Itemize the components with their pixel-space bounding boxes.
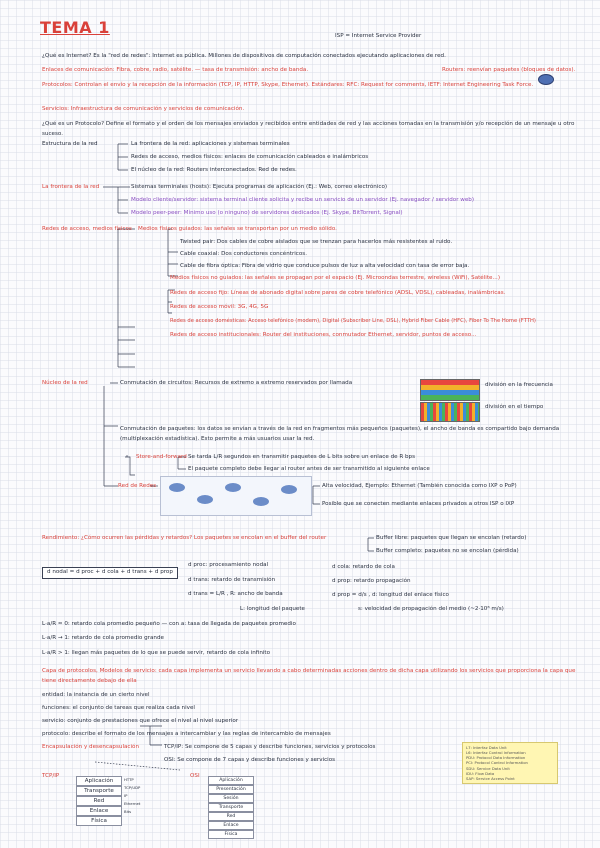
nucleo-label: Núcleo de la red <box>42 380 88 386</box>
acceso-item: Twisted pair: Dos cables de cobre aislados que se trenzan para hacerlos más resistentes al ruido. <box>180 239 453 245</box>
acceso-item: Redes de acceso fijo: Líneas de abonado digital sobre pares de cobre telefónico (ADSL, VDSL), cableadas, inalámbricas. <box>170 290 506 296</box>
capas-def: Capa de protocolos, Modelos de servicio: cada capa implementa un servicio llevando a cabo determinadas acciones dentro de dicha capa utilizando los servicios que proporciona la capa que tiene directamente debajo de ella <box>42 668 576 685</box>
legend-item: L6: Interfaz Control Information <box>466 750 526 756</box>
capas-protocolo: protocolo: describe el formato de los mensajes a intercambiar y las reglas de intercambio de mensajes <box>42 731 331 737</box>
capas-funciones: funciones: el conjunto de tareas que realiza cada nivel <box>42 705 195 711</box>
tcpip-side-item: IP <box>124 793 128 798</box>
osi-layer: Red <box>208 812 254 821</box>
paquetes-text: Conmutación de paquetes: los datos se envían a través de la red en fragmentos más pequeños (paquetes), el ancho de banda es compartido bajo demanda (multiplexación estadística). Esto permite a más usuarios usar la red. <box>120 426 560 443</box>
legend-item: PCI: Protocol Control Information <box>466 760 528 766</box>
legend-item: PDU: Protocol Data Information <box>466 755 526 761</box>
line-enlaces: Enlaces de comunicación: Fibra, cobre, radio, satélite. — tasa de transmisión: ancho de banda. <box>42 67 309 73</box>
tcpip-stack <box>76 776 122 826</box>
cola-case-3: L·a/R > 1: llegan más paquetes de lo que se puede servir, retardo de cola infinito <box>42 650 271 656</box>
tcpip-layer: Transporte <box>76 786 122 796</box>
acceso-label: Redes de acceso, medios físicos <box>42 226 132 232</box>
line-routers: Routers: reenvían paquetes (bloques de datos). <box>442 67 576 73</box>
network-diagram <box>160 476 312 516</box>
time-division-diagram <box>420 402 480 422</box>
isp-note: ISP = Internet Service Provider <box>335 33 422 39</box>
tcpip-layer: Red <box>76 796 122 806</box>
legend-item: L7: Interfaz Data Unit <box>466 745 507 750</box>
osi-stack-label: OSI <box>190 773 200 779</box>
tcpip-layer: Aplicación <box>76 776 122 786</box>
def-s: s: velocidad de propagación del medio (~2·10⁸ m/s) <box>358 606 504 612</box>
line-servicios: Servicios: Infraestructura de comunicación y servicios de comunicación. <box>42 106 245 112</box>
freq-label: división en la frecuencia <box>485 382 553 388</box>
freq-division-diagram <box>420 379 480 401</box>
acceso-item: Redes de acceso institucionales: Router del instituciones, conmutador Ethernet, servidor, puntos de acceso... <box>170 332 477 338</box>
def-dtrans: d trans: retardo de transmisión <box>188 577 276 583</box>
frontera-label: La frontera de la red <box>42 184 100 190</box>
legend-item: SDU: Service Data Unit <box>466 765 510 771</box>
def-dcola: d cola: retardo de cola <box>332 564 395 570</box>
buffer-libre: Buffer libre: paquetes que llegan se encolan (retardo) <box>376 535 527 541</box>
frontera-item: Modelo cliente/servidor: sistema terminal cliente solicita y recibe un servicio de un servidor (Ej. navegador / servidor web) <box>131 197 475 203</box>
def-dprop2: d prop = d/s , d: longitud del enlace físico <box>332 592 449 598</box>
buffer-completo: Buffer completo: paquetes no se encolan (pérdida) <box>376 548 519 554</box>
acceso-item: Redes de acceso domésticas: Acceso telefónico (modem), Digital (Subscriber Line, DSL), Hybrid Fiber Cable (HFC), Fiber To The Home (FTTH) <box>170 318 536 324</box>
red-redes-a: Alta velocidad, Ejemplo: Ethernet (También conocida como IXP o PoP) <box>322 483 517 489</box>
tcpip-side-item: HTTP <box>124 777 134 782</box>
tcpip-side-item: Bits <box>124 809 132 814</box>
def-dtrans2: d trans = L/R , R: ancho de banda <box>188 591 283 597</box>
estructura-item: La frontera de la red: aplicaciones y sistemas terminales <box>131 141 290 147</box>
red-redes-label: Red de Redes <box>118 483 157 489</box>
acceso-item: Medios físicos no guiados: las señales se propagan por el espacio (Ej. Microondas terrestre, wireless (WiFi), Satélite...) <box>170 275 501 281</box>
estructura-label: Estructura de la red <box>42 141 98 147</box>
def-L: L: longitud del paquete <box>240 606 305 612</box>
osi-layer: Enlace <box>208 821 254 830</box>
store-forward-label: Store-and-forward <box>136 454 187 460</box>
acceso-item: Cable de fibra óptica: Fibra de vidrio que conduce pulsos de luz a alta velocidad con tasa de error baja. <box>180 263 470 269</box>
legend-note <box>462 742 558 784</box>
osi-layer: Física <box>208 830 254 839</box>
cola-case-1: L·a/R ≈ 0: retardo cola promedio pequeño — con a: tasa de llegada de paquetes promedio <box>42 621 296 627</box>
encap-label: Encapsulación y desencapsulación <box>42 744 140 750</box>
rendimiento-title: Rendimiento: ¿Cómo ocurren las pérdidas y retardos? Los paquetes se encolan en el buffer del router <box>42 535 327 541</box>
cola-case-2: L·a/R → 1: retardo de cola promedio grande <box>42 635 164 641</box>
acceso-item: Medios físicos guiados: las señales se transportan por un medio sólido. <box>138 226 337 232</box>
osi-layer: Presentación <box>208 785 254 794</box>
frontera-item: Modelo peer-peer: Mínimo uso (o ninguno) de servidores dedicados (Ej. Skype, BitTorrent, Signal) <box>131 210 403 216</box>
tcpip-side-item: Ethernet <box>124 801 141 806</box>
line-protocolos: Protocolos: Controlan el envío y la recepción de la información (TCP, IP, HTTP, Skype, Ethernet). Estándares: RFC: Request for comments, IETF: Internet Engineering Task Force. <box>42 82 534 88</box>
tcpip-stack-label: TCP/IP <box>42 773 60 779</box>
tcpip-side-item: TCP/UDP <box>124 785 141 790</box>
page-title: TEMA 1 <box>40 18 110 37</box>
osi-layer: Sesión <box>208 794 254 803</box>
capas-entidad: entidad: la instancia de un cierto nivel <box>42 692 150 698</box>
time-label: división en el tiempo <box>485 404 544 410</box>
def-dproc: d proc: procesamiento nodal <box>188 562 269 568</box>
frontera-item: Sistemas terminales (hosts): Ejecuta programas de aplicación (Ej.: Web, correo electrónico) <box>131 184 388 190</box>
store-forward-b: El paquete completo debe llegar al router antes de ser transmitido al siguiente enlace <box>188 466 430 472</box>
line-protocolo-def: ¿Qué es un Protocolo? Define el formato y el orden de los mensajes enviados y recibidos entre entidades de red y las acciones tomadas en la transmisión y/o recepción de un mensaje u otro suceso. <box>42 121 575 137</box>
tcpip-line: TCP/IP: Se compone de 5 capas y describe funciones, servicios y protocolos <box>164 744 376 750</box>
estructura-item: El núcleo de la red: Routers interconectados. Red de redes. <box>131 167 297 173</box>
tcpip-side <box>124 776 140 816</box>
circuitos-text: Conmutación de circuitos: Recursos de extremo a extremo reservados por llamada <box>120 380 353 386</box>
acceso-item: Redes de acceso móvil: 3G, 4G, 5G <box>170 304 269 310</box>
acceso-item: Cable coaxial: Dos conductores concéntricos. <box>180 251 307 257</box>
line-internet: ¿Qué es Internet? Es la "red de redes": Internet es pública. Millones de dispositivos de computación conectados ejecutando aplicaciones de red. <box>42 53 446 59</box>
red-redes-b: Posible que se conecten mediante enlaces privados a otros ISP o IXP <box>322 501 515 507</box>
estructura-item: Redes de acceso, medios físicos: enlaces de comunicación cableados e inalámbricos <box>131 154 369 160</box>
formula-box: d nodal = d proc + d cola + d trans + d prop <box>42 567 178 579</box>
osi-line: OSI: Se compone de 7 capas y describe funciones y servicios <box>164 757 336 763</box>
osi-layer: Aplicación <box>208 776 254 785</box>
tcpip-layer: Enlace <box>76 806 122 816</box>
legend-item: IDU: Flow Data <box>466 770 495 776</box>
osi-stack <box>208 776 254 839</box>
tcpip-layer: Física <box>76 816 122 826</box>
store-forward-a: Se tarda L/R segundos en transmitir paquetes de L bits sobre un enlace de R bps <box>188 454 416 460</box>
def-dprop: d prop: retardo propagación <box>332 578 411 584</box>
legend-item: SAP: Service Access Point <box>466 775 515 781</box>
capas-servicios: servicio: conjunto de prestaciones que ofrece el nivel al nivel superior <box>42 718 239 724</box>
osi-layer: Transporte <box>208 803 254 812</box>
